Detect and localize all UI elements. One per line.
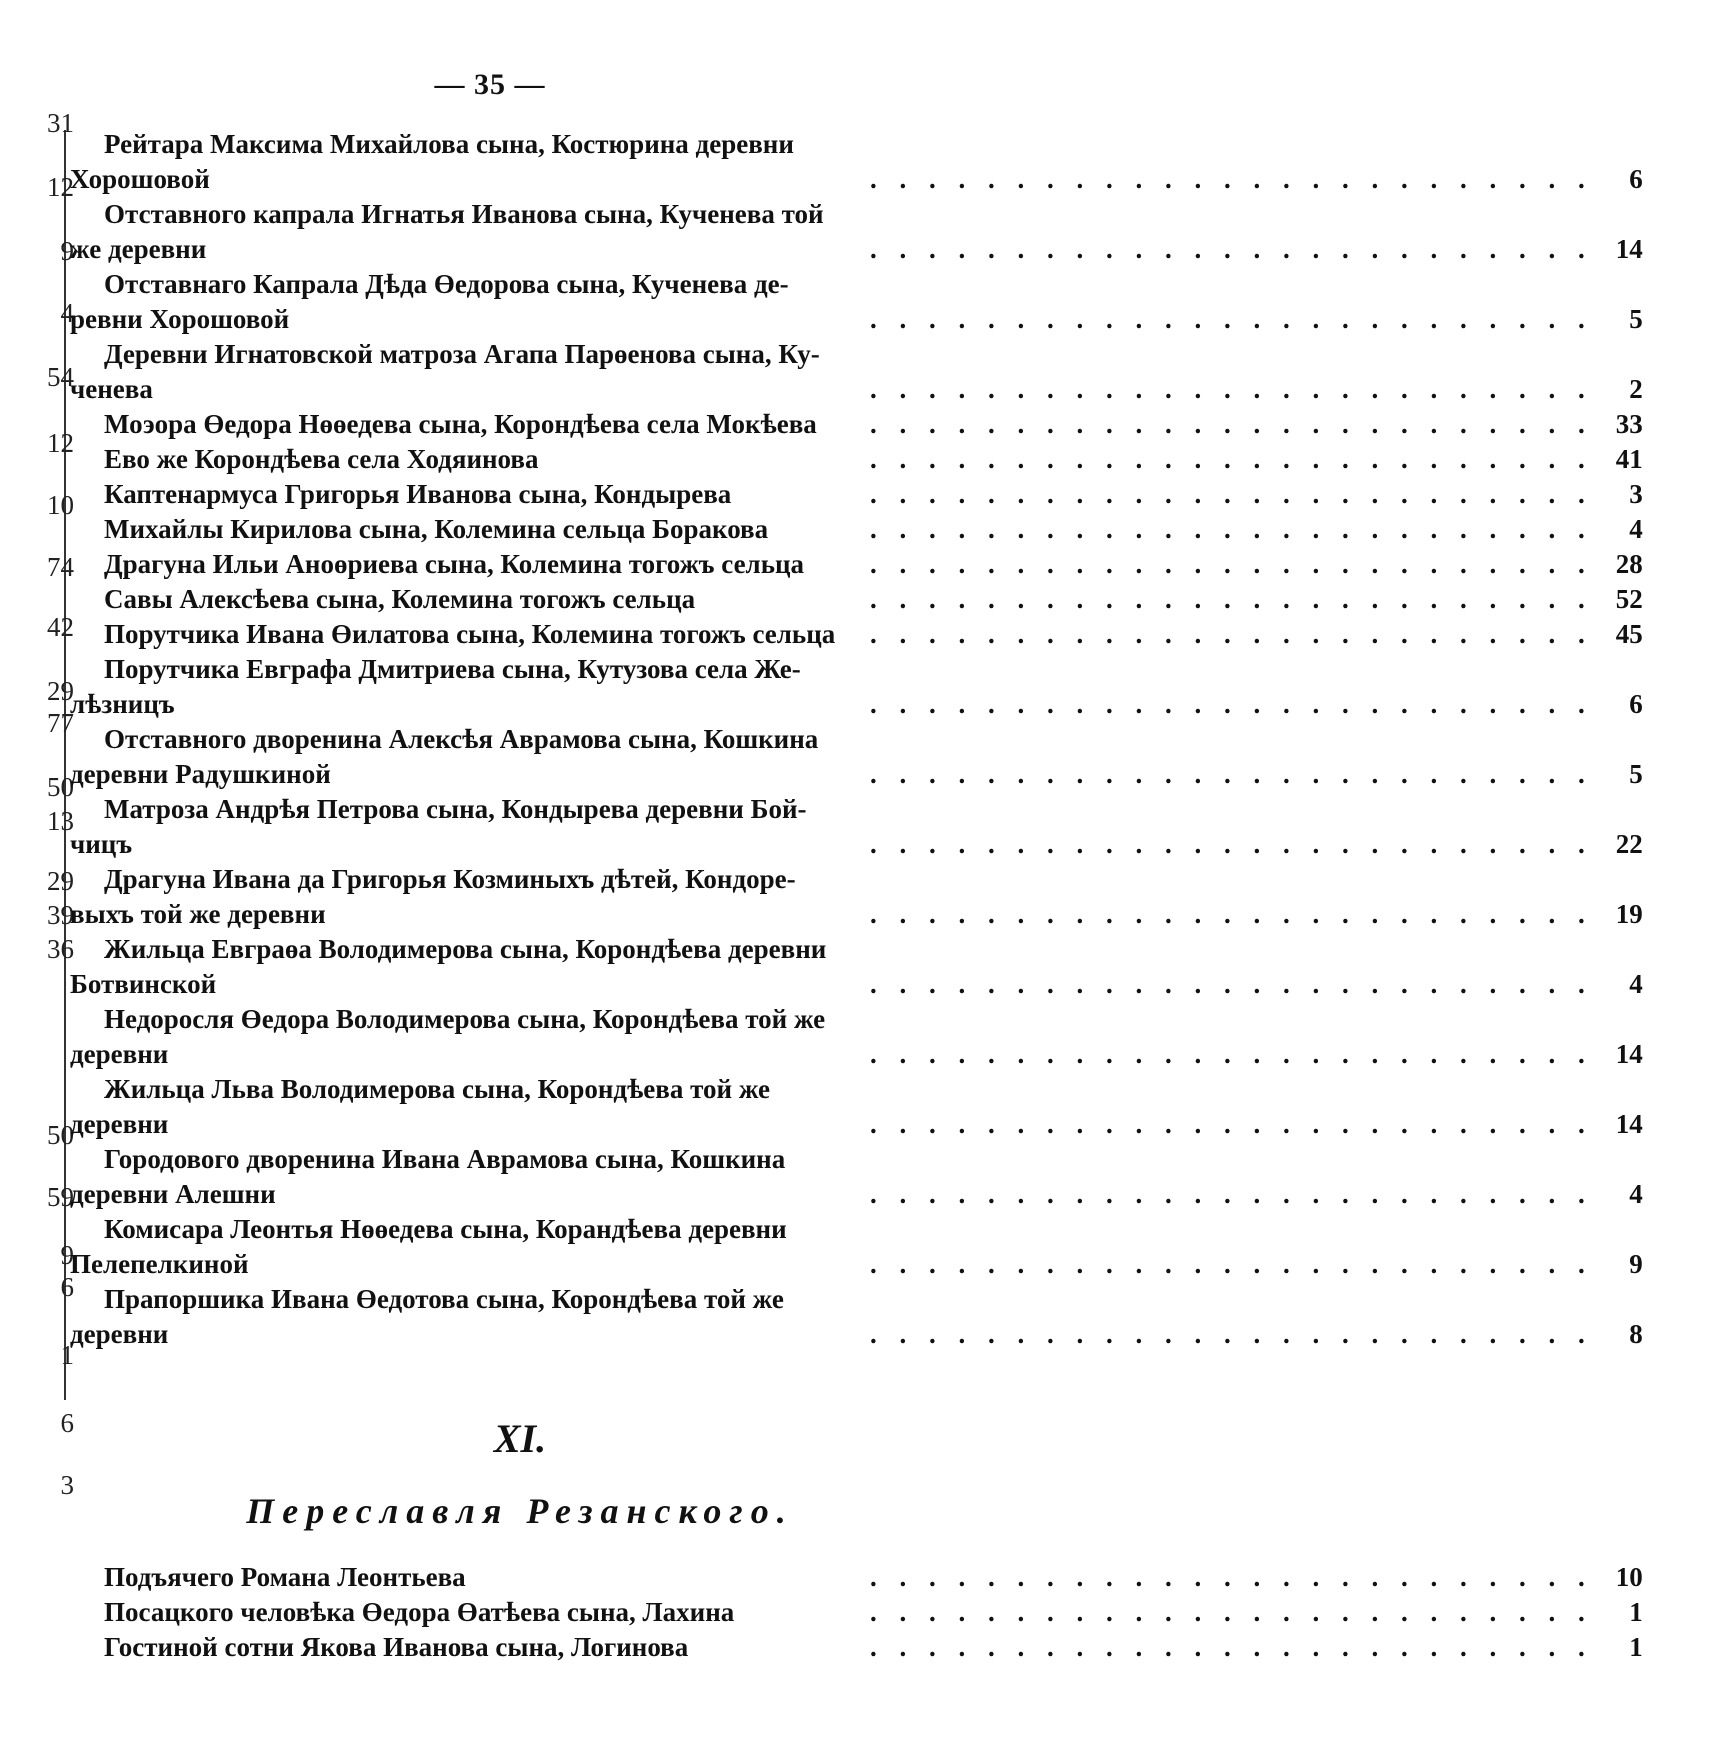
entry-count: 5	[1629, 304, 1643, 334]
margin-note: 9	[60, 236, 74, 266]
entry-text: Жильца Льва Володимерова сына, Корондѣева той же	[104, 1074, 771, 1104]
margin-note: 39	[47, 900, 74, 930]
entry-line	[70, 1002, 1070, 1037]
entry-line	[70, 547, 1643, 582]
entry-count: 9	[1629, 1249, 1643, 1279]
entry-line	[70, 687, 1643, 722]
margin-note: 77	[47, 708, 74, 738]
margin-note: 42	[47, 612, 74, 642]
entry	[70, 582, 1643, 617]
entry	[70, 1072, 1643, 1142]
entry-count: 19	[1615, 899, 1643, 929]
margin-note: 29	[47, 866, 74, 896]
entry-text: Хорошовой	[70, 164, 210, 194]
entry-text: Городового дворенина Ивана Аврамова сына, Кошкина	[104, 1144, 786, 1174]
entry	[70, 1282, 1643, 1352]
entry-count: 14	[1615, 1109, 1643, 1139]
entry-text: ченева	[70, 374, 153, 404]
entry	[70, 1002, 1643, 1072]
entry-text: Каптенармуса Григорья Иванова сына, Кондырева	[104, 479, 732, 509]
entry-count: 5	[1629, 759, 1643, 789]
margin-note: 29	[47, 676, 74, 706]
margin-note: 12	[47, 428, 74, 458]
entry-line	[70, 302, 1643, 337]
margin-note: 13	[47, 806, 74, 836]
leader-dots: . . . . . . . . . . . . . . . . . . . . . . . . .	[870, 759, 1593, 789]
entry-line	[70, 477, 1643, 512]
entry	[70, 862, 1643, 932]
entry	[70, 477, 1643, 512]
entry-text: ревни Хорошовой	[70, 304, 290, 334]
entry	[70, 1560, 1643, 1595]
leader-dots: . . . . . . . . . . . . . . . . . . . . . . . . .	[870, 1249, 1593, 1279]
entry-line	[70, 1247, 1643, 1282]
entry-line	[70, 127, 1070, 162]
entry-text: Отставнаго Капрала Дѣда Өедорова сына, Кученева де-	[104, 269, 789, 299]
entry-text: выхъ той же деревни	[70, 899, 326, 929]
entry-line	[70, 407, 1643, 442]
entry-line	[70, 197, 1070, 232]
leader-dots: . . . . . . . . . . . . . . . . . . . . . . . . .	[870, 1597, 1593, 1627]
entry-text: Комисара Леонтья Нөөедева сына, Корандѣева деревни	[104, 1214, 787, 1244]
leader-dots: . . . . . . . . . . . . . . . . . . . . . . . . .	[870, 1562, 1593, 1592]
entry-count: 6	[1629, 164, 1643, 194]
entry-text: Порутчика Евграфа Дмитриева сына, Кутузова села Же-	[104, 654, 801, 684]
entry-line	[70, 1107, 1643, 1142]
entry	[70, 512, 1643, 547]
entry-line	[70, 1212, 1070, 1247]
entry-count: 6	[1629, 689, 1643, 719]
margin-note: 6	[60, 1408, 74, 1438]
margin-note: 1	[60, 1340, 74, 1370]
entry-text: Савы Алексѣева сына, Колемина тогожъ сельца	[104, 584, 696, 614]
leader-dots: . . . . . . . . . . . . . . . . . . . . . . . . .	[870, 164, 1593, 194]
entry-line	[70, 1072, 1070, 1107]
entry-line	[70, 792, 1070, 827]
entry-line	[70, 512, 1643, 547]
entry-text: Отставного дворенина Алексѣя Аврамова сына, Кошкина	[104, 724, 819, 754]
entry-text: Прапоршика Ивана Өедотова сына, Корондѣева той же	[104, 1284, 784, 1314]
entry-line	[70, 722, 1070, 757]
entry	[70, 932, 1643, 1002]
entry-line	[70, 337, 1070, 372]
entry-count: 1	[1629, 1597, 1643, 1627]
entry-text: Ево же Корондѣева села Ходяинова	[104, 444, 539, 474]
leader-dots: . . . . . . . . . . . . . . . . . . . . . . . . .	[870, 829, 1593, 859]
margin-note: 10	[47, 490, 74, 520]
margin-note: 12	[47, 172, 74, 202]
entry-list-2	[70, 1560, 1643, 1665]
entry-count: 14	[1615, 1039, 1643, 1069]
entry-line	[70, 1037, 1643, 1072]
entry-text: Пелепелкиной	[70, 1249, 249, 1279]
entry-count: 1	[1629, 1632, 1643, 1662]
entry-line	[70, 617, 1643, 652]
entry-text: деревни	[70, 1319, 169, 1349]
entry-count: 28	[1615, 549, 1643, 579]
entry-line	[70, 162, 1643, 197]
leader-dots: . . . . . . . . . . . . . . . . . . . . . . . . .	[870, 444, 1593, 474]
entry-count: 8	[1629, 1319, 1643, 1349]
entry-line	[70, 1595, 1643, 1630]
section-number: XI.	[493, 1416, 547, 1461]
leader-dots: . . . . . . . . . . . . . . . . . . . . . . . . .	[870, 1039, 1593, 1069]
entry-count: 52	[1615, 584, 1643, 614]
leader-dots: . . . . . . . . . . . . . . . . . . . . . . . . .	[870, 409, 1593, 439]
entry-text: Драгуна Ивана да Григорья Козминыхъ дѣтей, Кондоре-	[104, 864, 796, 894]
entry-text: Отставного капрала Игнатья Иванова сына, Кученева той	[104, 199, 824, 229]
entry-line	[70, 757, 1643, 792]
entry-text: Порутчика Ивана Өилатова сына, Колемина тогожъ сельца	[104, 619, 836, 649]
entry-list	[70, 127, 1643, 1352]
entry-text: Матроза Андрѣя Петрова сына, Кондырева деревни Бой-	[104, 794, 807, 824]
margin-note: 4	[60, 298, 74, 328]
entry	[70, 547, 1643, 582]
entry	[70, 337, 1643, 407]
margin-note: 50	[47, 772, 74, 802]
entry-text: Ботвинской	[70, 969, 217, 999]
leader-dots: . . . . . . . . . . . . . . . . . . . . . . . . .	[870, 619, 1593, 649]
entry-line	[70, 652, 1070, 687]
entry-count: 41	[1615, 444, 1643, 474]
entry-line	[70, 862, 1070, 897]
entry-text: лѣзницъ	[70, 689, 175, 719]
entry	[70, 197, 1643, 267]
margin-note: 9	[60, 1240, 74, 1270]
leader-dots: . . . . . . . . . . . . . . . . . . . . . . . . .	[870, 374, 1593, 404]
entry	[70, 1595, 1643, 1630]
entry-line	[70, 582, 1643, 617]
entry-line	[70, 1142, 1070, 1177]
entry-text: деревни	[70, 1039, 169, 1069]
entry-text: Моэора Өедора Нөөедева сына, Корондѣева села Мокѣева	[104, 409, 817, 439]
leader-dots: . . . . . . . . . . . . . . . . . . . . . . . . .	[870, 1109, 1593, 1139]
entry-count: 45	[1615, 619, 1643, 649]
entry	[70, 442, 1643, 477]
entry-text: же деревни	[70, 234, 207, 264]
leader-dots: . . . . . . . . . . . . . . . . . . . . . . . . .	[870, 234, 1593, 264]
entry-count: 2	[1629, 374, 1643, 404]
leader-dots: . . . . . . . . . . . . . . . . . . . . . . . . .	[870, 479, 1593, 509]
entry	[70, 1142, 1643, 1212]
entry-line	[70, 267, 1070, 302]
entry	[70, 267, 1643, 337]
entry-line	[70, 1282, 1070, 1317]
entry-line	[70, 1560, 1643, 1595]
entry-count: 4	[1629, 514, 1643, 544]
margin-note: 3	[60, 1470, 74, 1500]
entry-line	[70, 372, 1643, 407]
entry-count: 14	[1615, 234, 1643, 264]
entry-line	[70, 1630, 1643, 1665]
leader-dots: . . . . . . . . . . . . . . . . . . . . . . . . .	[870, 689, 1593, 719]
entry	[70, 1630, 1643, 1665]
entry-count: 33	[1615, 409, 1643, 439]
margin-note: 50	[47, 1120, 74, 1150]
leader-dots: . . . . . . . . . . . . . . . . . . . . . . . . .	[870, 1179, 1593, 1209]
entry-text: деревни Радушкиной	[70, 759, 331, 789]
leader-dots: . . . . . . . . . . . . . . . . . . . . . . . . .	[870, 584, 1593, 614]
leader-dots: . . . . . . . . . . . . . . . . . . . . . . . . .	[870, 969, 1593, 999]
leader-dots: . . . . . . . . . . . . . . . . . . . . . . . . .	[870, 1319, 1593, 1349]
entry	[70, 722, 1643, 792]
entry-text: Рейтара Максима Михайлова сына, Костюрина деревни	[104, 129, 794, 159]
entry-text: Недоросля Өедора Володимерова сына, Корондѣева той же	[104, 1004, 826, 1034]
entry-text: деревни Алешни	[70, 1179, 276, 1209]
margin-note: 59	[47, 1182, 74, 1212]
margin-note: 36	[47, 934, 74, 964]
entry-text: Драгуна Ильи Аноөриева сына, Колемина тогожъ сельца	[104, 549, 805, 579]
page-number: — 35 —	[434, 68, 546, 101]
entry-line	[70, 1317, 1643, 1352]
entry-line	[70, 232, 1643, 267]
leader-dots: . . . . . . . . . . . . . . . . . . . . . . . . .	[870, 549, 1593, 579]
entry-text: Посацкого человѣка Өедора Өатѣева сына, Лахина	[104, 1597, 735, 1627]
margin-note: 54	[47, 362, 74, 392]
entry	[70, 617, 1643, 652]
entry	[70, 792, 1643, 862]
entry-text: Деревни Игнатовской матроза Агапа Парөенова сына, Ку-	[104, 339, 820, 369]
leader-dots: . . . . . . . . . . . . . . . . . . . . . . . . .	[870, 514, 1593, 544]
entry-count: 4	[1629, 1179, 1643, 1209]
entry-text: деревни	[70, 1109, 169, 1139]
margin-note: 31	[47, 108, 74, 138]
leader-dots: . . . . . . . . . . . . . . . . . . . . . . . . .	[870, 899, 1593, 929]
entry-line	[70, 967, 1643, 1002]
entry-line	[70, 1177, 1643, 1212]
entry-count: 4	[1629, 969, 1643, 999]
entry-text: Жильца Евграөа Володимерова сына, Корондѣева деревни	[104, 934, 827, 964]
margin-note: 6	[60, 1272, 74, 1302]
entry	[70, 127, 1643, 197]
entry-line	[70, 442, 1643, 477]
entry-text: Гостиной сотни Якова Иванова сына, Логинова	[104, 1632, 689, 1662]
entry-text: чицъ	[70, 829, 133, 859]
leader-dots: . . . . . . . . . . . . . . . . . . . . . . . . .	[870, 1632, 1593, 1662]
entry-line	[70, 827, 1643, 862]
entry-count: 10	[1615, 1562, 1643, 1592]
section-title: Переславля Резанского.	[246, 1491, 794, 1531]
leader-dots: . . . . . . . . . . . . . . . . . . . . . . . . .	[870, 304, 1593, 334]
margin-note: 74	[47, 552, 74, 582]
entry	[70, 1212, 1643, 1282]
entry	[70, 407, 1643, 442]
entry-text: Михайлы Кирилова сына, Колемина сельца Боракова	[104, 514, 769, 544]
entry-line	[70, 932, 1070, 967]
entry-count: 22	[1615, 829, 1643, 859]
entry-line	[70, 897, 1643, 932]
entry-text: Подъячего Романа Леонтьева	[104, 1562, 466, 1592]
entry-count: 3	[1629, 479, 1643, 509]
entry	[70, 652, 1643, 722]
